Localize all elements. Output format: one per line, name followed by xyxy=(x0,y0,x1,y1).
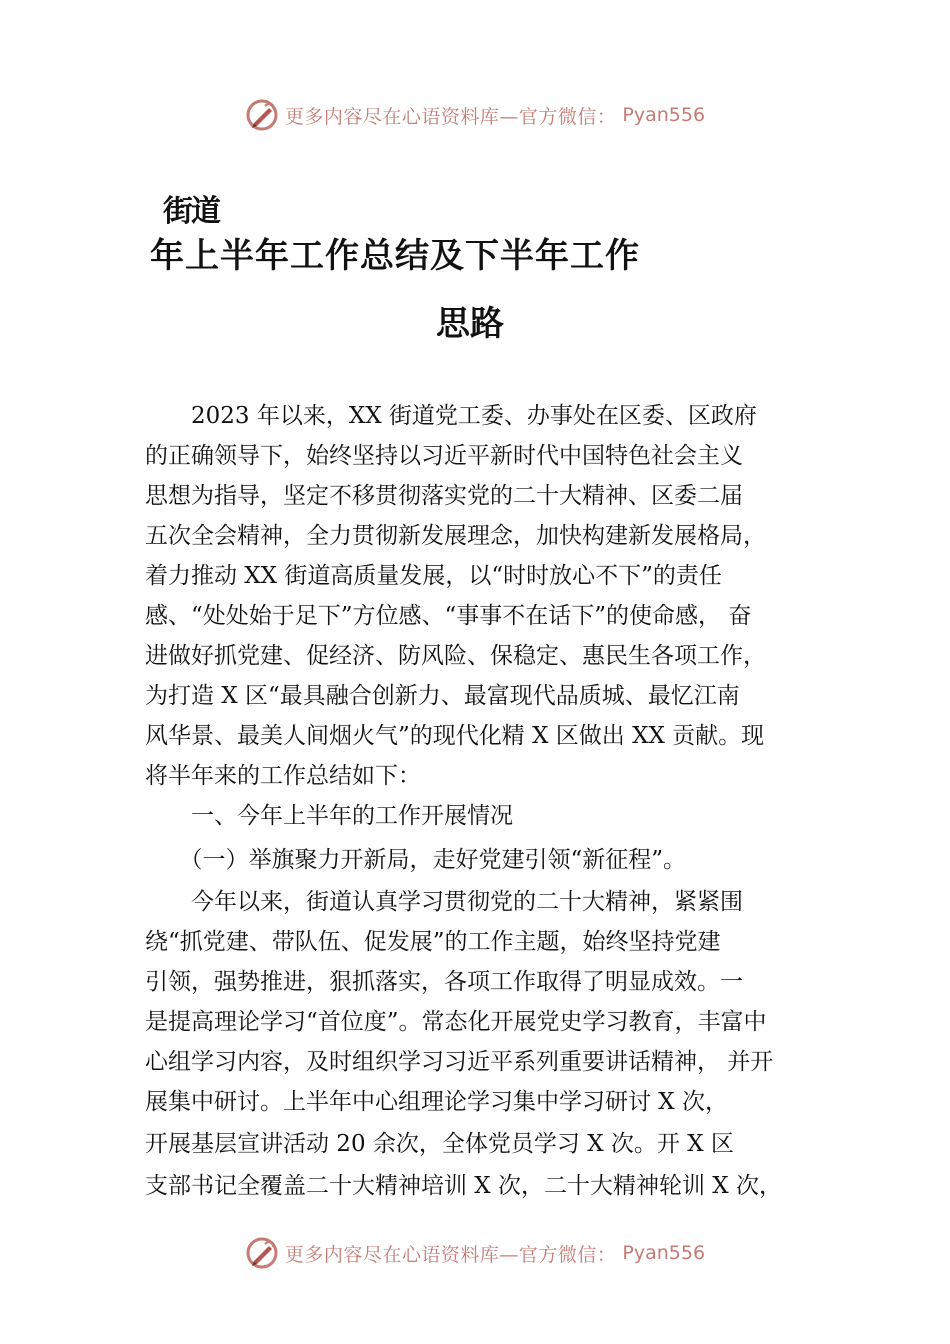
body-line: 五次全会精神，全力贯彻新发展理念，加快构建新发展格局， xyxy=(145,523,766,549)
body-line: 思想为指导，坚定不移贯彻落实党的二十大精神、区委二届 xyxy=(145,483,743,509)
title-line-3-wrap xyxy=(0,296,950,345)
body-line: 为打造 X 区“最具融合创新力、最富现代品质城、最忆江南 xyxy=(145,683,740,709)
body-line: 将半年来的工作总结如下： xyxy=(145,763,421,789)
watermark-wechat-id: Pyan556 xyxy=(622,1242,706,1264)
body-line: 开展基层宣讲活动 20 余次，全体党员学习 X 次。开 X 区 xyxy=(145,1131,734,1157)
title-line-1: 街道 xyxy=(163,194,219,229)
body-line: 展集中研讨。上半年中心组理论学习集中学习研讨 X 次， xyxy=(145,1089,728,1115)
watermark-wechat-id: Pyan556 xyxy=(622,104,706,126)
body-line: 心组学习内容，及时组织学习习近平系列重要讲话精神， 并开 xyxy=(145,1049,774,1075)
subsection-heading: （一）举旗聚力开新局，走好党建引领“新征程”。 xyxy=(145,847,687,873)
watermark-footer xyxy=(0,1233,950,1273)
body-line: 着力推动 XX 街道高质量发展，以“时时放心不下”的责任 xyxy=(145,563,722,589)
body-line: 支部书记全覆盖二十大精神培训 X 次，二十大精神轮训 X 次， xyxy=(145,1173,782,1199)
watermark-text: 更多内容尽在心语资料库—官方微信： xyxy=(284,105,617,128)
body-line: 2023 年以来，XX 街道党工委、办事处在区委、区政府 xyxy=(145,403,757,429)
body-line: 是提高理论学习“首位度”。常态化开展党史学习教育，丰富中 xyxy=(145,1009,767,1035)
body-line: 引领，强势推进，狠抓落实，各项工作取得了明显成效。一 xyxy=(145,969,743,995)
pen-logo-icon xyxy=(245,98,279,132)
watermark-header xyxy=(0,95,950,135)
title-line-2: 年上半年工作总结及下半年工作 xyxy=(150,236,640,276)
body-line: 风华景、最美人间烟火气”的现代化精 X 区做出 XX 贡献。现 xyxy=(145,723,765,749)
body-line: 感、“处处始于足下”方位感、“事事不在话下”的使命感， 奋 xyxy=(145,603,752,629)
section-heading: 一、今年上半年的工作开展情况 xyxy=(145,803,513,829)
body-line: 绕“抓党建、带队伍、促发展”的工作主题，始终坚持党建 xyxy=(145,929,721,955)
pen-logo-icon xyxy=(245,1236,279,1270)
body-line: 今年以来，街道认真学习贯彻党的二十大精神，紧紧围 xyxy=(145,889,743,915)
watermark-text: 更多内容尽在心语资料库—官方微信： xyxy=(284,1243,617,1266)
body-line: 的正确领导下，始终坚持以习近平新时代中国特色社会主义 xyxy=(145,443,743,469)
body-line: 进做好抓党建、促经济、防风险、保稳定、惠民生各项工作， xyxy=(145,643,766,669)
title-line-3: 思路 xyxy=(436,304,504,344)
